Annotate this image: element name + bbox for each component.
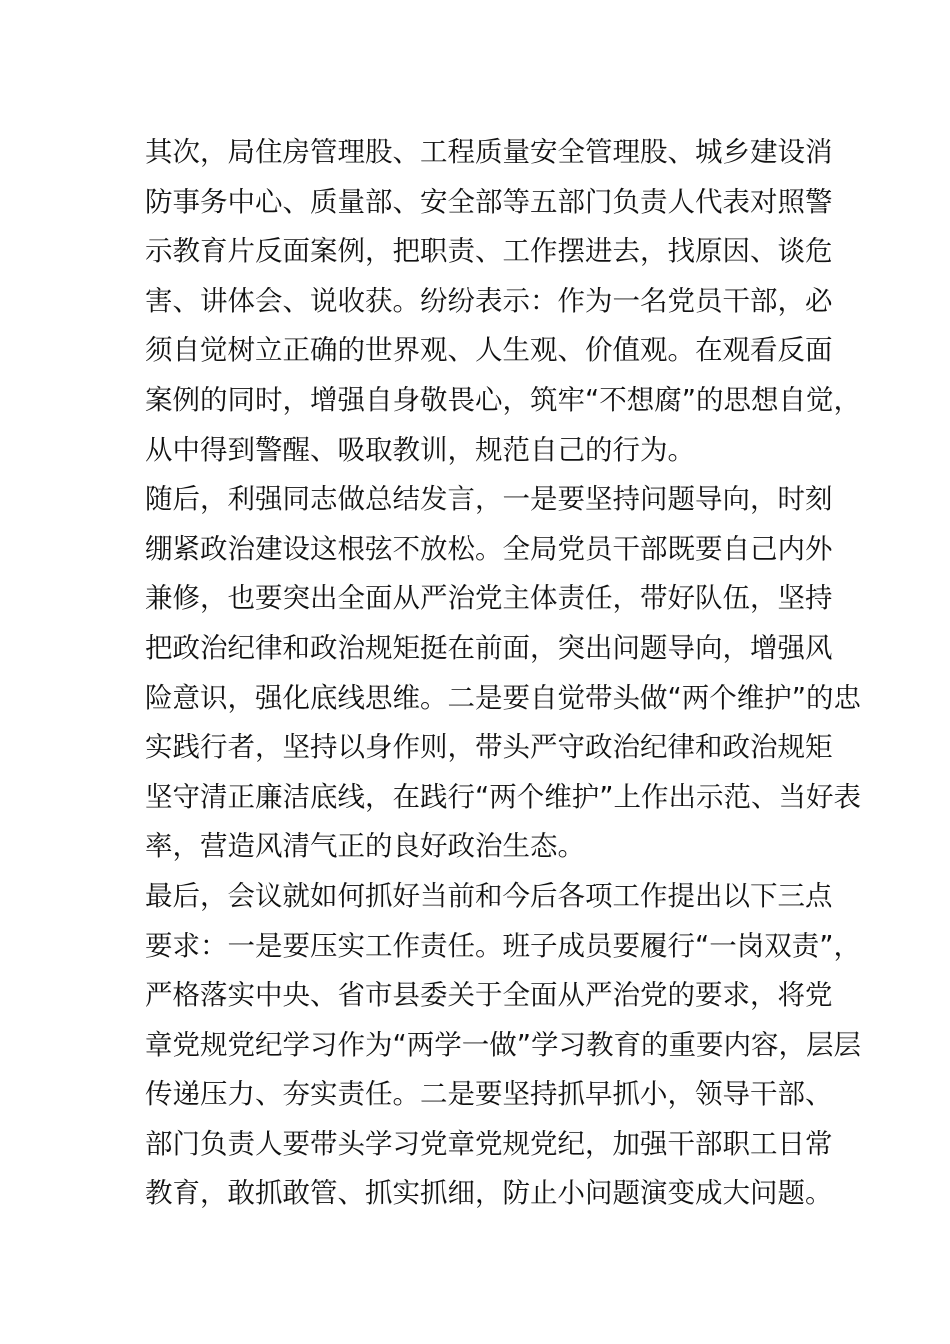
text-line: 害、讲体会、说收获。纷纷表示：作为一名党员干部，必 [145,284,833,317]
text-line: 坚守清正廉洁底线，在践行“两个维护”上作出示范、当好表 [145,780,861,813]
paragraph-warning-education [145,128,861,475]
text-line: 率，营造风清气正的良好政治生态。 [145,830,585,863]
text-line: 随后，利强同志做总结发言，一是要坚持问题导向，时刻 [145,483,833,516]
paragraph-meeting-requirements [145,872,861,1219]
text-line: 要求：一是要压实工作责任。班子成员要履行“一岗双责”， [145,929,861,962]
text-line: 最后，会议就如何抓好当前和今后各项工作提出以下三点 [145,879,833,912]
text-line: 险意识，强化底线思维。二是要自觉带头做“两个维护”的忠 [145,681,861,714]
text-line: 传递压力、夯实责任。二是要坚持抓早抓小，领导干部、 [145,1078,833,1111]
text-line: 案例的同时，增强自身敬畏心，筑牢“不想腐”的思想自觉， [145,383,861,416]
text-line: 其次，局住房管理股、工程质量安全管理股、城乡建设消 [145,136,833,168]
text-line: 章党规党纪学习作为“两学一做”学习教育的重要内容，层层 [145,1028,861,1061]
text-line: 兼修，也要突出全面从严治党主体责任，带好队伍，坚持 [145,582,833,615]
paragraph-summary-speech [145,475,861,872]
text-line: 防事务中心、质量部、安全部等五部门负责人代表对照警 [145,185,833,218]
text-line: 部门负责人要带头学习党章党规党纪，加强干部职工日常 [145,1127,833,1160]
text-line: 示教育片反面案例，把职责、工作摆进去，找原因、谈危 [145,235,833,268]
text-line: 把政治纪律和政治规矩挺在前面，突出问题导向，增强风 [145,631,833,664]
text-line: 教育，敢抓敢管、抓实抓细，防止小问题演变成大问题。 [145,1177,833,1210]
document-body [145,128,861,1219]
text-line: 绷紧政治建设这根弦不放松。全局党员干部既要自己内外 [145,532,833,565]
text-line: 实践行者，坚持以身作则，带头严守政治纪律和政治规矩 [145,731,833,764]
text-line: 从中得到警醒、吸取教训，规范自己的行为。 [145,433,695,466]
text-line: 严格落实中央、省市县委关于全面从严治党的要求，将党 [145,979,833,1012]
text-line: 须自觉树立正确的世界观、人生观、价值观。在观看反面 [145,334,833,367]
